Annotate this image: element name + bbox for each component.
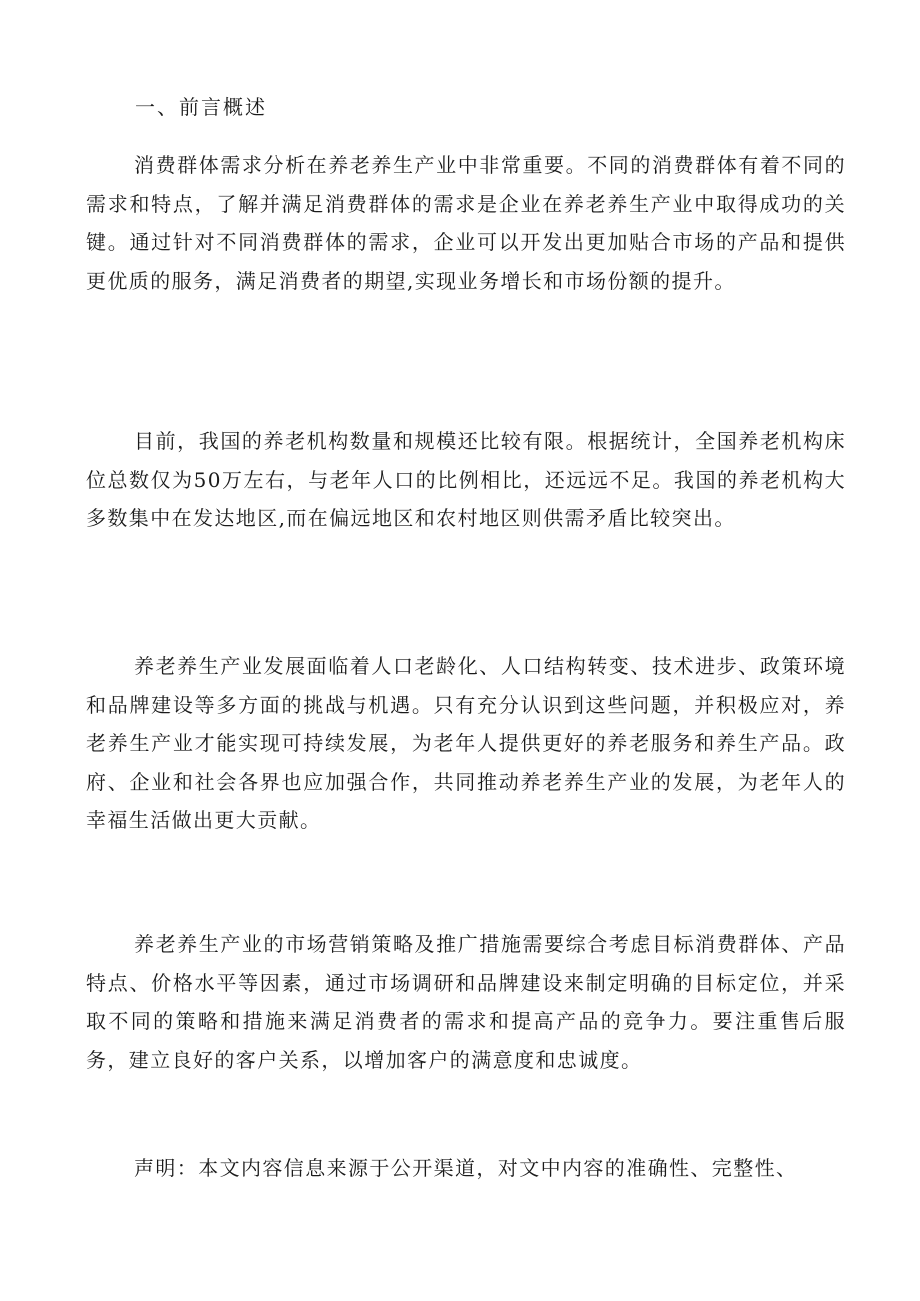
paragraph-current-status: 目前，我国的养老机构数量和规模还比较有限。根据统计，全国养老机构床位总数仅为50万左右，与老年人口的比例相比，还远远不足。我国的养老机构大多数集中在发达地区,而在偏远地区和农村地区则供需矛盾比较突出。	[86, 429, 846, 530]
paragraph-marketing: 养老养生产业的市场营销策略及推广措施需要综合考虑目标消费群体、产品特点、价格水平等因素，通过市场调研和品牌建设来制定明确的目标定位，并采取不同的策略和措施来满足消费者的需求和提高产品的竞争力。要注重售后服务，建立良好的客户关系，以增加客户的满意度和忠诚度。	[86, 932, 846, 1072]
section-heading: 一、前言概述	[135, 95, 267, 119]
paragraph-consumer-demand: 消费群体需求分析在养老养生产业中非常重要。不同的消费群体有着不同的需求和特点，了解并满足消费群体的需求是企业在养老养生产业中取得成功的关键。通过针对不同消费群体的需求，企业可以开发出更加贴合市场的产品和提供更优质的服务，满足消费者的期望,实现业务增长和市场份额的提升。	[86, 153, 846, 293]
paragraph-disclaimer: 声明：本文内容信息来源于公开渠道，对文中内容的准确性、完整性、	[134, 1156, 798, 1180]
paragraph-challenges: 养老养生产业发展面临着人口老龄化、人口结构转变、技术进步、政策环境和品牌建设等多方面的挑战与机遇。只有充分认识到这些问题，并积极应对，养老养生产业才能实现可持续发展，为老年人提供更好的养老服务和养生产品。政府、企业和社会各界也应加强合作，共同推动养老养生产业的发展，为老年人的幸福生活做出更大贡献。	[86, 654, 846, 832]
